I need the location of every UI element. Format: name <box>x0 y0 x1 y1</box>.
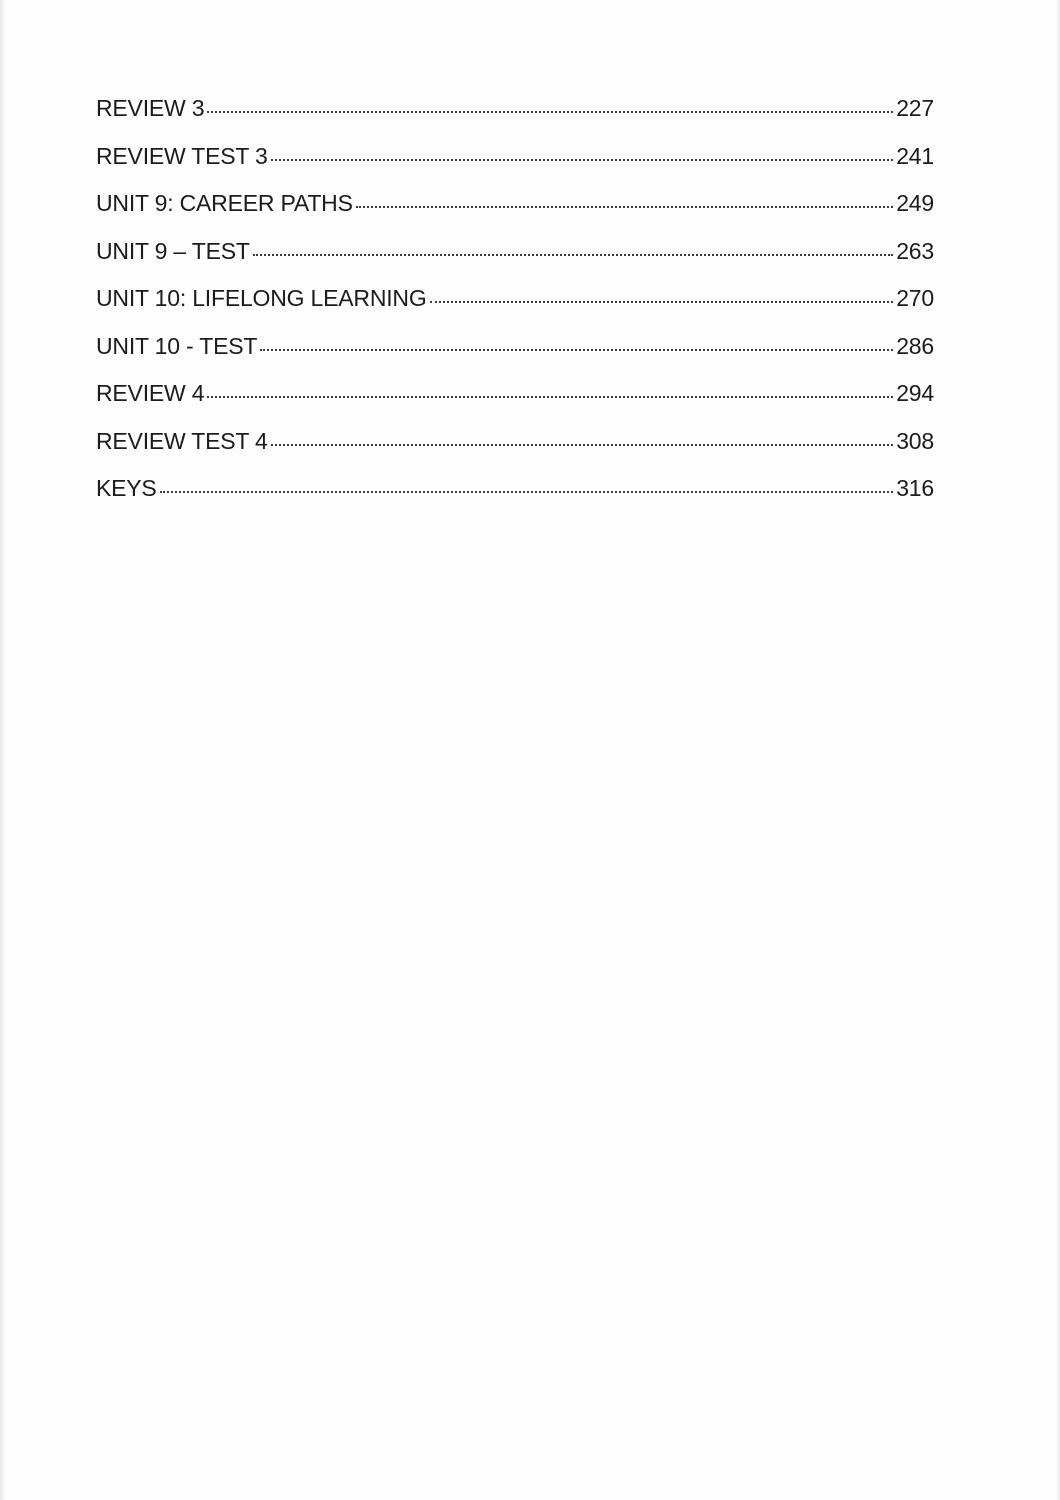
toc-entry-unit-9[interactable] <box>96 190 934 238</box>
toc-dot-leader <box>207 107 893 113</box>
toc-entry-title: REVIEW 3 <box>96 95 205 121</box>
toc-entry-page-number: 227 <box>896 95 934 121</box>
toc-entry-review-test-3[interactable] <box>96 143 934 191</box>
toc-entry-page-number: 294 <box>896 380 934 406</box>
toc-entry-title: KEYS <box>96 475 157 501</box>
toc-entry-review-3[interactable] <box>96 95 934 143</box>
toc-dot-leader <box>160 487 894 493</box>
toc-dot-leader <box>253 250 893 256</box>
toc-entry-unit-10[interactable] <box>96 285 934 333</box>
toc-entry-title: UNIT 10 - TEST <box>96 332 258 359</box>
toc-entry-unit-10-test[interactable] <box>96 333 934 381</box>
toc-dot-leader <box>260 345 893 351</box>
toc-entry-title: REVIEW TEST 3 <box>96 142 268 169</box>
toc-entry-page-number: 308 <box>896 427 934 454</box>
toc-entry-title: UNIT 9 – TEST <box>96 237 250 264</box>
toc-entry-title: REVIEW TEST 4 <box>96 427 268 454</box>
scan-edge-right <box>1056 0 1060 1500</box>
toc-entry-title: UNIT 9: CAREER PATHS <box>96 190 353 216</box>
toc-entry-review-test-4[interactable] <box>96 428 934 476</box>
toc-entry-title: REVIEW 4 <box>96 380 205 406</box>
toc-dot-leader <box>271 440 894 446</box>
toc-entry-page-number: 286 <box>896 332 934 359</box>
table-of-contents <box>96 95 934 523</box>
toc-entry-page-number: 270 <box>896 285 934 311</box>
toc-dot-leader <box>207 392 893 398</box>
toc-entry-review-4[interactable] <box>96 380 934 428</box>
toc-entry-page-number: 241 <box>896 142 934 169</box>
toc-dot-leader <box>271 155 894 161</box>
toc-entry-page-number: 316 <box>896 475 934 501</box>
toc-dot-leader <box>356 202 894 208</box>
scan-edge-left <box>0 0 6 1500</box>
toc-entry-unit-9-test[interactable] <box>96 238 934 286</box>
toc-dot-leader <box>430 297 894 303</box>
toc-entry-page-number: 249 <box>896 190 934 216</box>
toc-entry-keys[interactable] <box>96 475 934 523</box>
toc-entry-title: UNIT 10: LIFELONG LEARNING <box>96 285 427 311</box>
toc-entry-page-number: 263 <box>896 237 934 264</box>
